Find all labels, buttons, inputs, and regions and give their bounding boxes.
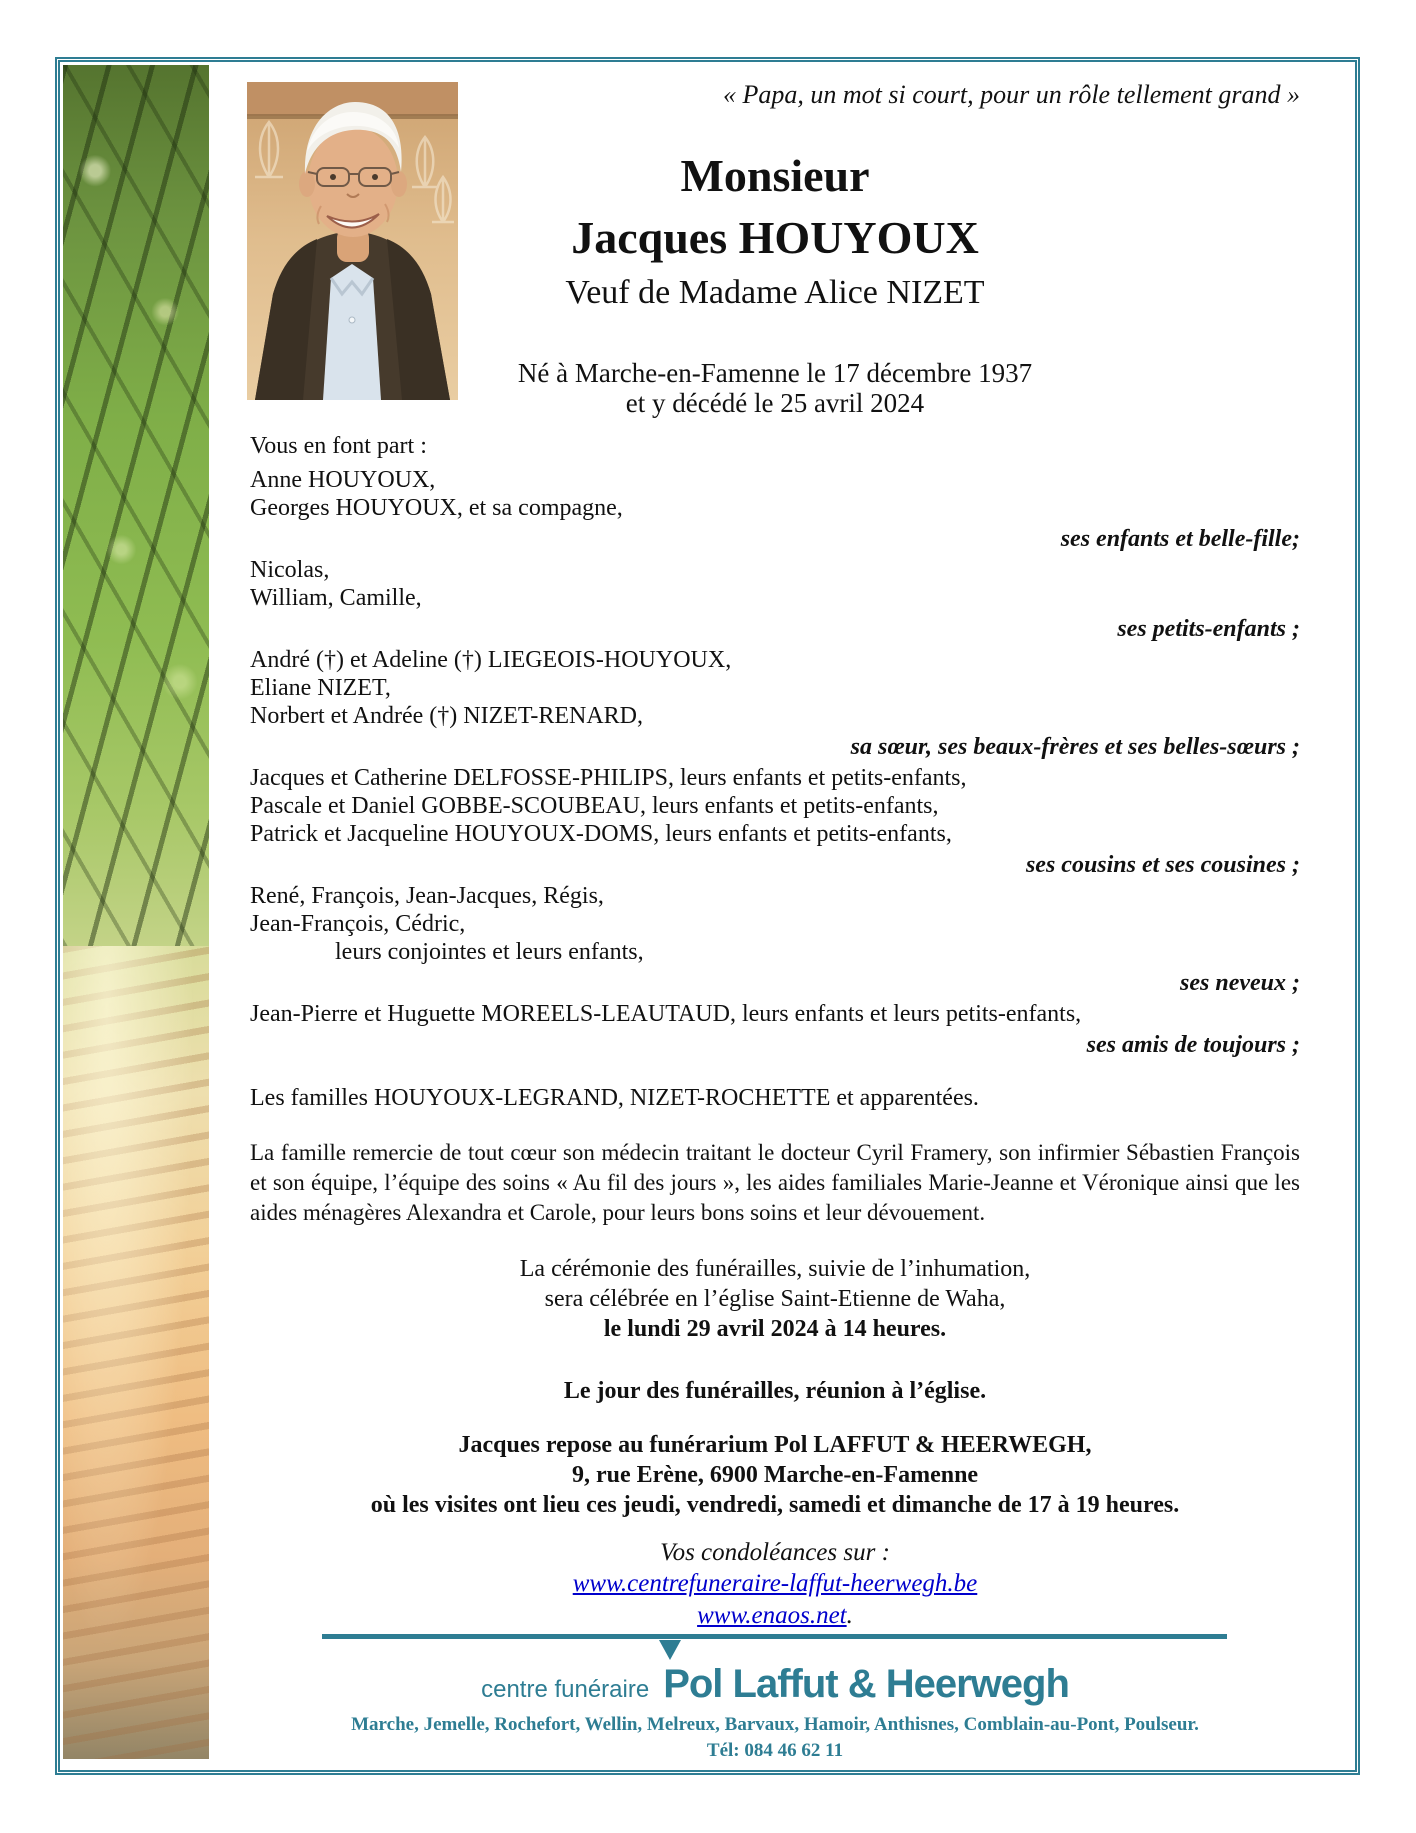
family-line: Patrick et Jacqueline HOUYOUX-DOMS, leurs enfants et petits-enfants, [250,821,952,847]
condolences-block [250,1538,1300,1632]
forest-path-photo [63,65,209,1759]
sunlit-path [63,946,209,1759]
repose-line: Jacques repose au funérarium Pol LAFFUT & HEERWEGH, [458,1432,1092,1458]
repose-line: où les visites ont lieu ces jeudi, vendredi, samedi et dimanche de 17 à 19 heures. [370,1492,1180,1518]
family-line: Georges HOUYOUX, et sa compagne, [250,495,623,521]
family-line: ses petits-enfants ; [1117,616,1300,642]
header-block [250,144,1300,418]
memorial-quote: « Papa, un mot si court, pour un rôle tellement grand » [722,80,1300,109]
link-period: . [846,1602,853,1629]
family-line: André (†) et Adeline (†) LIEGEOIS-HOUYOUX, [250,647,732,673]
repose-line: 9, rue Erène, 6900 Marche-en-Famenne [571,1462,979,1488]
forest-foliage [63,65,209,946]
family-line: Nicolas, [250,557,330,583]
ceremony-line: sera célébrée en l’église Saint-Etienne de Waha, [544,1286,1006,1312]
family-line: René, François, Jean-Jacques, Régis, [250,883,604,909]
family-line: leurs conjointes et leurs enfants, [335,939,644,965]
family-line: ses amis de toujours ; [1086,1032,1300,1058]
related-families-line: Les familles HOUYOUX-LEGRAND, NIZET-ROCHETTE et apparentées. [250,1085,979,1111]
funeral-home-logo [250,1662,1300,1707]
meeting-line: Le jour des funérailles, réunion à l’église. [563,1378,987,1404]
family-line: Jean-François, Cédric, [250,911,466,937]
ceremony-block [250,1254,1300,1344]
family-line: Eliane NIZET, [250,675,391,701]
family-line: sa sœur, ses beaux-frères et ses belles-sœurs ; [850,734,1300,760]
ceremony-line: La cérémonie des funérailles, suivie de l’inhumation, [519,1256,1031,1282]
family-line: Vous en font part : [250,433,427,459]
phone-line: Tél: 084 46 62 11 [706,1740,844,1761]
family-line: ses enfants et belle-fille; [1060,526,1300,552]
family-line: ses neveux ; [1180,970,1300,996]
salutation: Monsieur [680,150,870,201]
funeral-home-website-link[interactable]: www.centrefuneraire-laffut-heerwegh.be [572,1570,978,1597]
death-line: et y décédé le 25 avril 2024 [625,388,925,418]
logo-triangle-icon [659,1640,681,1660]
condolences-label: Vos condoléances sur : [660,1539,890,1566]
separator-line [322,1634,1227,1639]
enaos-website-link[interactable]: www.enaos.net [697,1602,847,1629]
thanks-paragraph: La famille remercie de tout cœur son médecin traitant le docteur Cyril Framery, son infirmier Sébastien François et son équipe, l’équipe des soins « Au fil des jours », les aides familiales Marie-Jeanne et Véronique ainsi que les aides ménagères Alexandra et Carole, pour leurs bons soins et leur dévouement. [250,1140,1300,1225]
brand-small-label: centre funéraire [481,1676,650,1703]
family-line: Jean-Pierre et Huguette MOREELS-LEAUTAUD, leurs enfants et leurs petits-enfants, [250,1001,1082,1027]
deceased-name: Jacques HOUYOUX [571,212,979,263]
family-line: William, Camille, [250,585,422,611]
birth-line: Né à Marche-en-Famenne le 17 décembre 1937 [517,358,1033,388]
ceremony-line: le lundi 29 avril 2024 à 14 heures. [603,1316,947,1342]
locations-line: Marche, Jemelle, Rochefort, Wellin, Melreux, Barvaux, Hamoir, Anthisnes, Comblain-au-Pont, Poulseur. [351,1714,1199,1735]
family-line: Jacques et Catherine DELFOSSE-PHILIPS, leurs enfants et petits-enfants, [250,765,967,791]
family-list [250,432,1300,1062]
family-line: ses cousins et ses cousines ; [1025,852,1300,878]
family-line: Anne HOUYOUX, [250,467,436,493]
widower-line: Veuf de Madame Alice NIZET [565,274,985,311]
repose-block [250,1430,1300,1520]
brand-name: Pol Laffut & Heerwegh [663,1662,1069,1707]
family-line: Pascale et Daniel GOBBE-SCOUBEAU, leurs enfants et petits-enfants, [250,793,939,819]
family-line: Norbert et Andrée (†) NIZET-RENARD, [250,703,644,729]
